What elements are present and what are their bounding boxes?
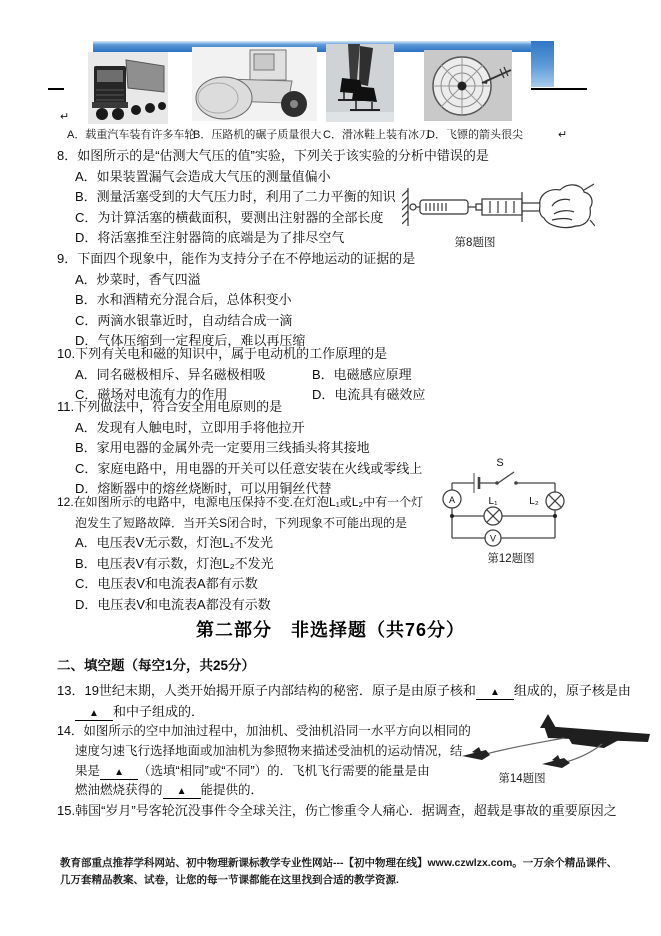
question-stem: 12.在如图所示的电路中，电源电压保持不变.在灯泡L₁或L₂中有一个灯 xyxy=(57,495,424,509)
question-stem: 11.下列做法中，符合安全用电原则的是 xyxy=(57,399,283,414)
aerial-refueling-icon xyxy=(452,708,657,770)
question-option: C．家庭电路中，用电器的开关可以任意安装在火线或零线上 xyxy=(75,460,423,476)
question-11 xyxy=(57,397,422,500)
ice-skates-icon xyxy=(326,44,394,122)
question-option: C．磁场对电流有力的作用 xyxy=(75,387,228,403)
return-mark: ↵ xyxy=(558,129,568,141)
syringe-experiment-icon xyxy=(402,176,595,234)
page-footer xyxy=(60,855,635,889)
circuit-diagram-icon xyxy=(438,446,661,550)
figure-caption: 第8题图 xyxy=(454,237,496,249)
question-stem: （选填“相同”或“不同”）的．飞机飞行需要的能量是由 xyxy=(138,763,430,778)
question-14 xyxy=(57,722,471,801)
question-option: B．家用电器的金属外壳一定要用三线插头将其接地 xyxy=(75,440,370,456)
question-option: A．电压表V无示数，灯泡L₁不发光 xyxy=(75,535,273,551)
figure-q8 xyxy=(402,176,595,250)
truck-photo xyxy=(88,52,168,124)
section-subtitle: 二、填空题（每空1分，共25分） xyxy=(57,658,256,673)
question-stem: 燃油燃烧获得的 xyxy=(75,783,163,798)
dartboard-photo xyxy=(424,50,512,121)
question-stem: 组成的，原子核是由 xyxy=(513,683,631,698)
road-roller-icon xyxy=(192,47,317,121)
voltmeter-label: V xyxy=(489,533,497,544)
question-option: D．熔断器中的熔丝烧断时，可以用铜丝代替 xyxy=(75,481,332,497)
question-option: C．为计算活塞的横截面积，要测出注射器的全部长度 xyxy=(75,209,384,225)
figure-q12-circuit xyxy=(438,446,661,566)
question-stem: 9．下面四个现象中，能作为支持分子在不停地运动的证据的是 xyxy=(57,251,416,266)
question-option: D．电流具有磁效应 xyxy=(312,387,426,403)
figure-q14 xyxy=(452,708,657,786)
dartboard-icon xyxy=(424,50,512,121)
question-option: B．电磁感应原理 xyxy=(312,366,412,382)
question-stem: 10.下列有关电和磁的知识中，属于电动机的工作原理的是 xyxy=(57,346,388,361)
answer-blank: ▲ xyxy=(163,786,201,799)
footer-line: 教育部重点推荐学科网站、初中物理新课标教学专业性网站---【初中物理在线】www.czwlzx.com。一万余个精品课件、 xyxy=(60,857,618,869)
return-mark: ↵ xyxy=(60,111,70,123)
question-stem: 泡发生了短路故障．当开关S闭合时，下列现象不可能出现的是 xyxy=(75,515,408,530)
question-9 xyxy=(57,249,415,352)
question-stem: 速度匀速飞行选择地面或加油机为参照物来描述受油机的运动情况，结 xyxy=(75,743,463,758)
figure-caption: 第14题图 xyxy=(498,773,546,785)
question-stem: 和中子组成的． xyxy=(113,703,205,719)
ice-skates-photo xyxy=(326,44,394,122)
photo-caption-b: B．压路机的碾子质量很大 xyxy=(193,129,322,141)
figure-caption: 第12题图 xyxy=(487,553,535,565)
section-title: 第二部分 非选择题（共76分） xyxy=(195,620,466,640)
lamp2-label: L₂ xyxy=(529,496,539,507)
answer-blank: ▲ xyxy=(476,687,514,700)
left-rule-line xyxy=(48,88,64,90)
right-rule-line xyxy=(531,88,587,90)
question-stem: 8．如图所示的是“估测大气压的值”实验，下列关于该实验的分析中错误的是 xyxy=(57,148,489,163)
question-option: B．测量活塞受到的大气压力时，利用了二力平衡的知识 xyxy=(75,189,396,205)
question-option: D．气体压缩到一定程度后，难以再压缩 xyxy=(75,333,306,349)
photo-caption-c: C．滑冰鞋上装有冰刀 xyxy=(323,129,430,141)
question-option: A．炒菜时，香气四溢 xyxy=(75,271,201,287)
question-15 xyxy=(57,801,617,822)
photo-caption-a: A．载重汽车装有许多车轮 xyxy=(67,129,196,141)
question-stem: 13．19世纪末期，人类开始揭开原子内部结构的秘密．原子是由原子核和 xyxy=(57,683,476,698)
question-stem: 15.韩国“岁月”号客轮沉没事件令全球关注，伤亡惨重令人痛心．据调查，超载是事故的重要原因之 xyxy=(57,803,617,818)
road-roller-photo xyxy=(192,47,317,121)
question-option: C．电压表V和电流表A都有示数 xyxy=(75,576,258,592)
blue-banner-corner xyxy=(531,41,554,87)
question-option: B．电压表V有示数，灯泡L₂不发光 xyxy=(75,555,274,571)
switch-label: S xyxy=(496,457,504,469)
question-option: A．如果装置漏气会造成大气压的测量值偏小 xyxy=(75,168,331,184)
ammeter-label: A xyxy=(448,495,456,505)
question-stem: 果是 xyxy=(75,763,101,778)
question-option: A．同名磁极相斥、异名磁极相吸 xyxy=(75,366,266,382)
answer-blank: ▲ xyxy=(75,708,113,721)
question-option: D．电压表V和电流表A都没有示数 xyxy=(75,596,271,612)
question-option: B．水和酒精充分混合后，总体积变小 xyxy=(75,292,292,308)
photo-caption-d: D．飞镖的箭头很尖 xyxy=(427,129,523,141)
footer-line: 几万套精品教案、试卷，让您的每一节课都能在这里找到合适的教学资源. xyxy=(60,874,399,886)
question-option: C．两滴水银靠近时，自动结合成一滴 xyxy=(75,312,293,328)
answer-blank: ▲ xyxy=(100,767,138,780)
question-stem: 能提供的． xyxy=(200,783,264,798)
question-option: A．发现有人触电时，立即用手将他拉开 xyxy=(75,419,305,435)
question-option: D．将活塞推至注射器筒的底端是为了排尽空气 xyxy=(75,230,345,246)
question-12 xyxy=(57,492,423,616)
truck-icon xyxy=(88,52,168,124)
lamp1-label: L₁ xyxy=(488,496,498,507)
question-stem: 14．如图所示的空中加油过程中，加油机、受油机沿同一水平方向以相同的 xyxy=(57,724,471,738)
